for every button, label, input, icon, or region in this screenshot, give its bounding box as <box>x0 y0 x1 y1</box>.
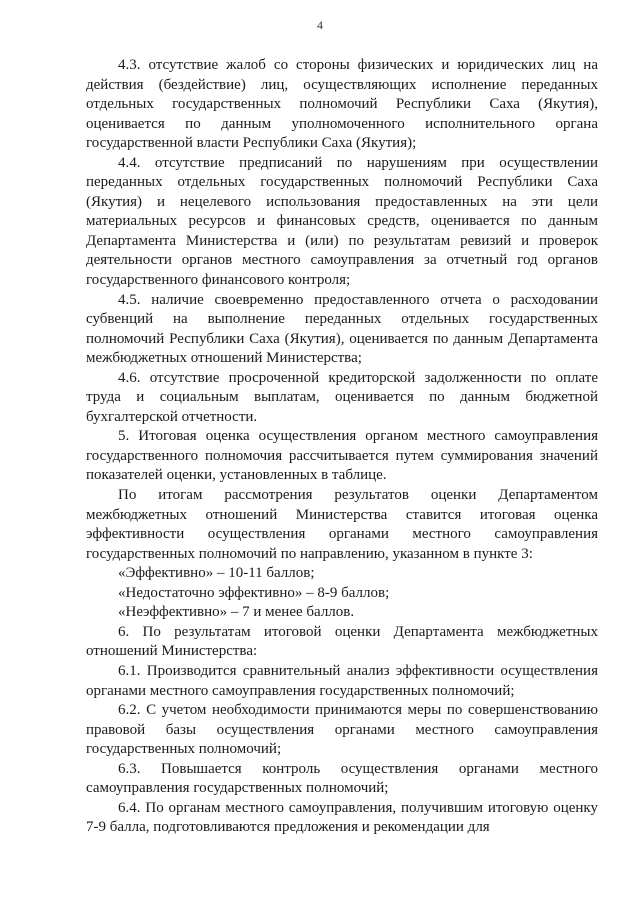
paragraph-5: 5. Итоговая оценка осуществления органом местного самоуправления государственного полномочия рассчитывается путем суммирования значений показателей оценки, установленных в таблице. <box>86 428 598 484</box>
paragraph-6: 6. По результатам итоговой оценки Департамента межбюджетных отношений Министерства: <box>86 623 598 660</box>
rating-insufficient: «Недостаточно эффективно» – 8-9 баллов; <box>118 584 390 601</box>
paragraph-4-4: 4.4. отсутствие предписаний по нарушениям при осуществлении переданных отдельных государственных полномочий Республики Саха (Якутия) и нецелевого использования предоставленных на эти цели материальных ресурсов и финансовых средств, оценивается по данным Департамента Министерства и (или) по результатам ревизий и проверок деятельности органов местного самоуправления за отчетный год органов государственного финансового контроля; <box>86 154 598 289</box>
paragraph-4-3: 4.3. отсутствие жалоб со стороны физических и юридических лиц на действия (бездействие) лиц, осуществляющих исполнение переданных отдельных государственных полномочий Республики Саха (Якутия), оценивается по данным уполномоченного исполнительного органа государственной власти Республики Саха (Якутия); <box>86 57 598 152</box>
paragraph-6-3: 6.3. Повышается контроль осуществления органами местного самоуправления государственных полномочий; <box>86 760 598 797</box>
document-body <box>86 56 598 838</box>
paragraph-4-6: 4.6. отсутствие просроченной кредиторской задолженности по оплате труда и социальным выплатам, оценивается по данным бюджетной бухгалтерской отчетности. <box>86 369 598 425</box>
rating-effective: «Эффективно» – 10-11 баллов; <box>118 565 315 582</box>
page-number: 4 <box>317 18 323 32</box>
paragraph-6-1: 6.1. Производится сравнительный анализ эффективности осуществления органами местного самоуправления государственных полномочий; <box>86 662 598 699</box>
paragraph-6-2: 6.2. С учетом необходимости принимаются меры по совершенствованию правовой базы осуществления органами местного самоуправления государственных полномочий; <box>86 702 598 758</box>
paragraph-assessment-intro: По итогам рассмотрения результатов оценки Департаментом межбюджетных отношений Министерства ставится итоговая оценка эффективности осуществления органами местного самоуправления государственных полномочий по направлению, указанном в пункте 3: <box>86 487 598 562</box>
paragraph-6-4: 6.4. По органам местного самоуправления, получившим итоговую оценку 7-9 балла, подготовливаются предложения и рекомендации для <box>86 799 598 836</box>
paragraph-4-5: 4.5. наличие своевременно предоставленного отчета о расходовании субвенций на выполнение переданных отдельных государственных полномочий Республики Саха (Якутия), оценивается по данным Департамента межбюджетных отношений Министерства; <box>86 291 598 367</box>
rating-ineffective: «Неэффективно» – 7 и менее баллов. <box>118 604 355 621</box>
